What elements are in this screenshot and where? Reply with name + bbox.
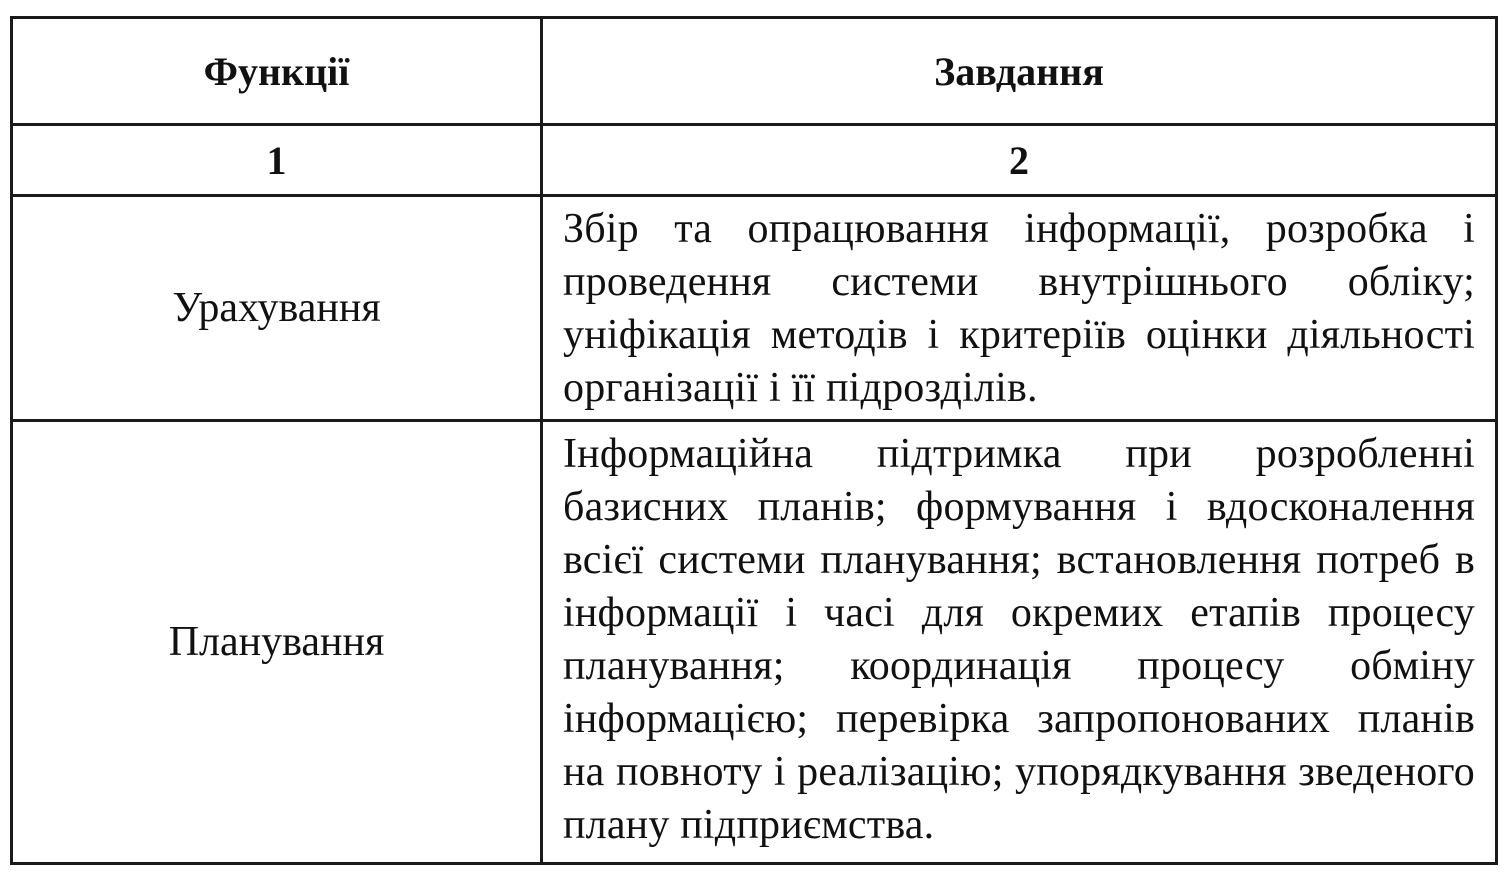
function-cell: Урахування	[12, 196, 542, 421]
column-number-1: 1	[12, 125, 542, 196]
header-functions: Функції	[12, 18, 542, 125]
functions-tasks-table	[10, 16, 1498, 865]
column-number-2: 2	[542, 125, 1497, 196]
tasks-cell: Збір та опрацювання інформації, розробка і проведення системи внутрішнього обліку; уніфікація методів і критеріїв оцінки діяльності організації і її підрозділів.	[542, 196, 1497, 421]
header-tasks: Завдання	[542, 18, 1497, 125]
function-cell: Планування	[12, 421, 542, 864]
table-row	[12, 196, 1497, 421]
column-number-row	[12, 125, 1497, 196]
tasks-cell: Інформаційна підтримка при розробленні базисних планів; формування і вдосконалення всієї системи планування; встановлення потреб в інформації і часі для окремих етапів процесу планування; координація процесу обміну інформацією; перевірка запропонованих планів на повноту і реалізацію; упорядкування зведеного плану підприємства.	[542, 421, 1497, 864]
table-row	[12, 421, 1497, 864]
table-header-row	[12, 18, 1497, 125]
